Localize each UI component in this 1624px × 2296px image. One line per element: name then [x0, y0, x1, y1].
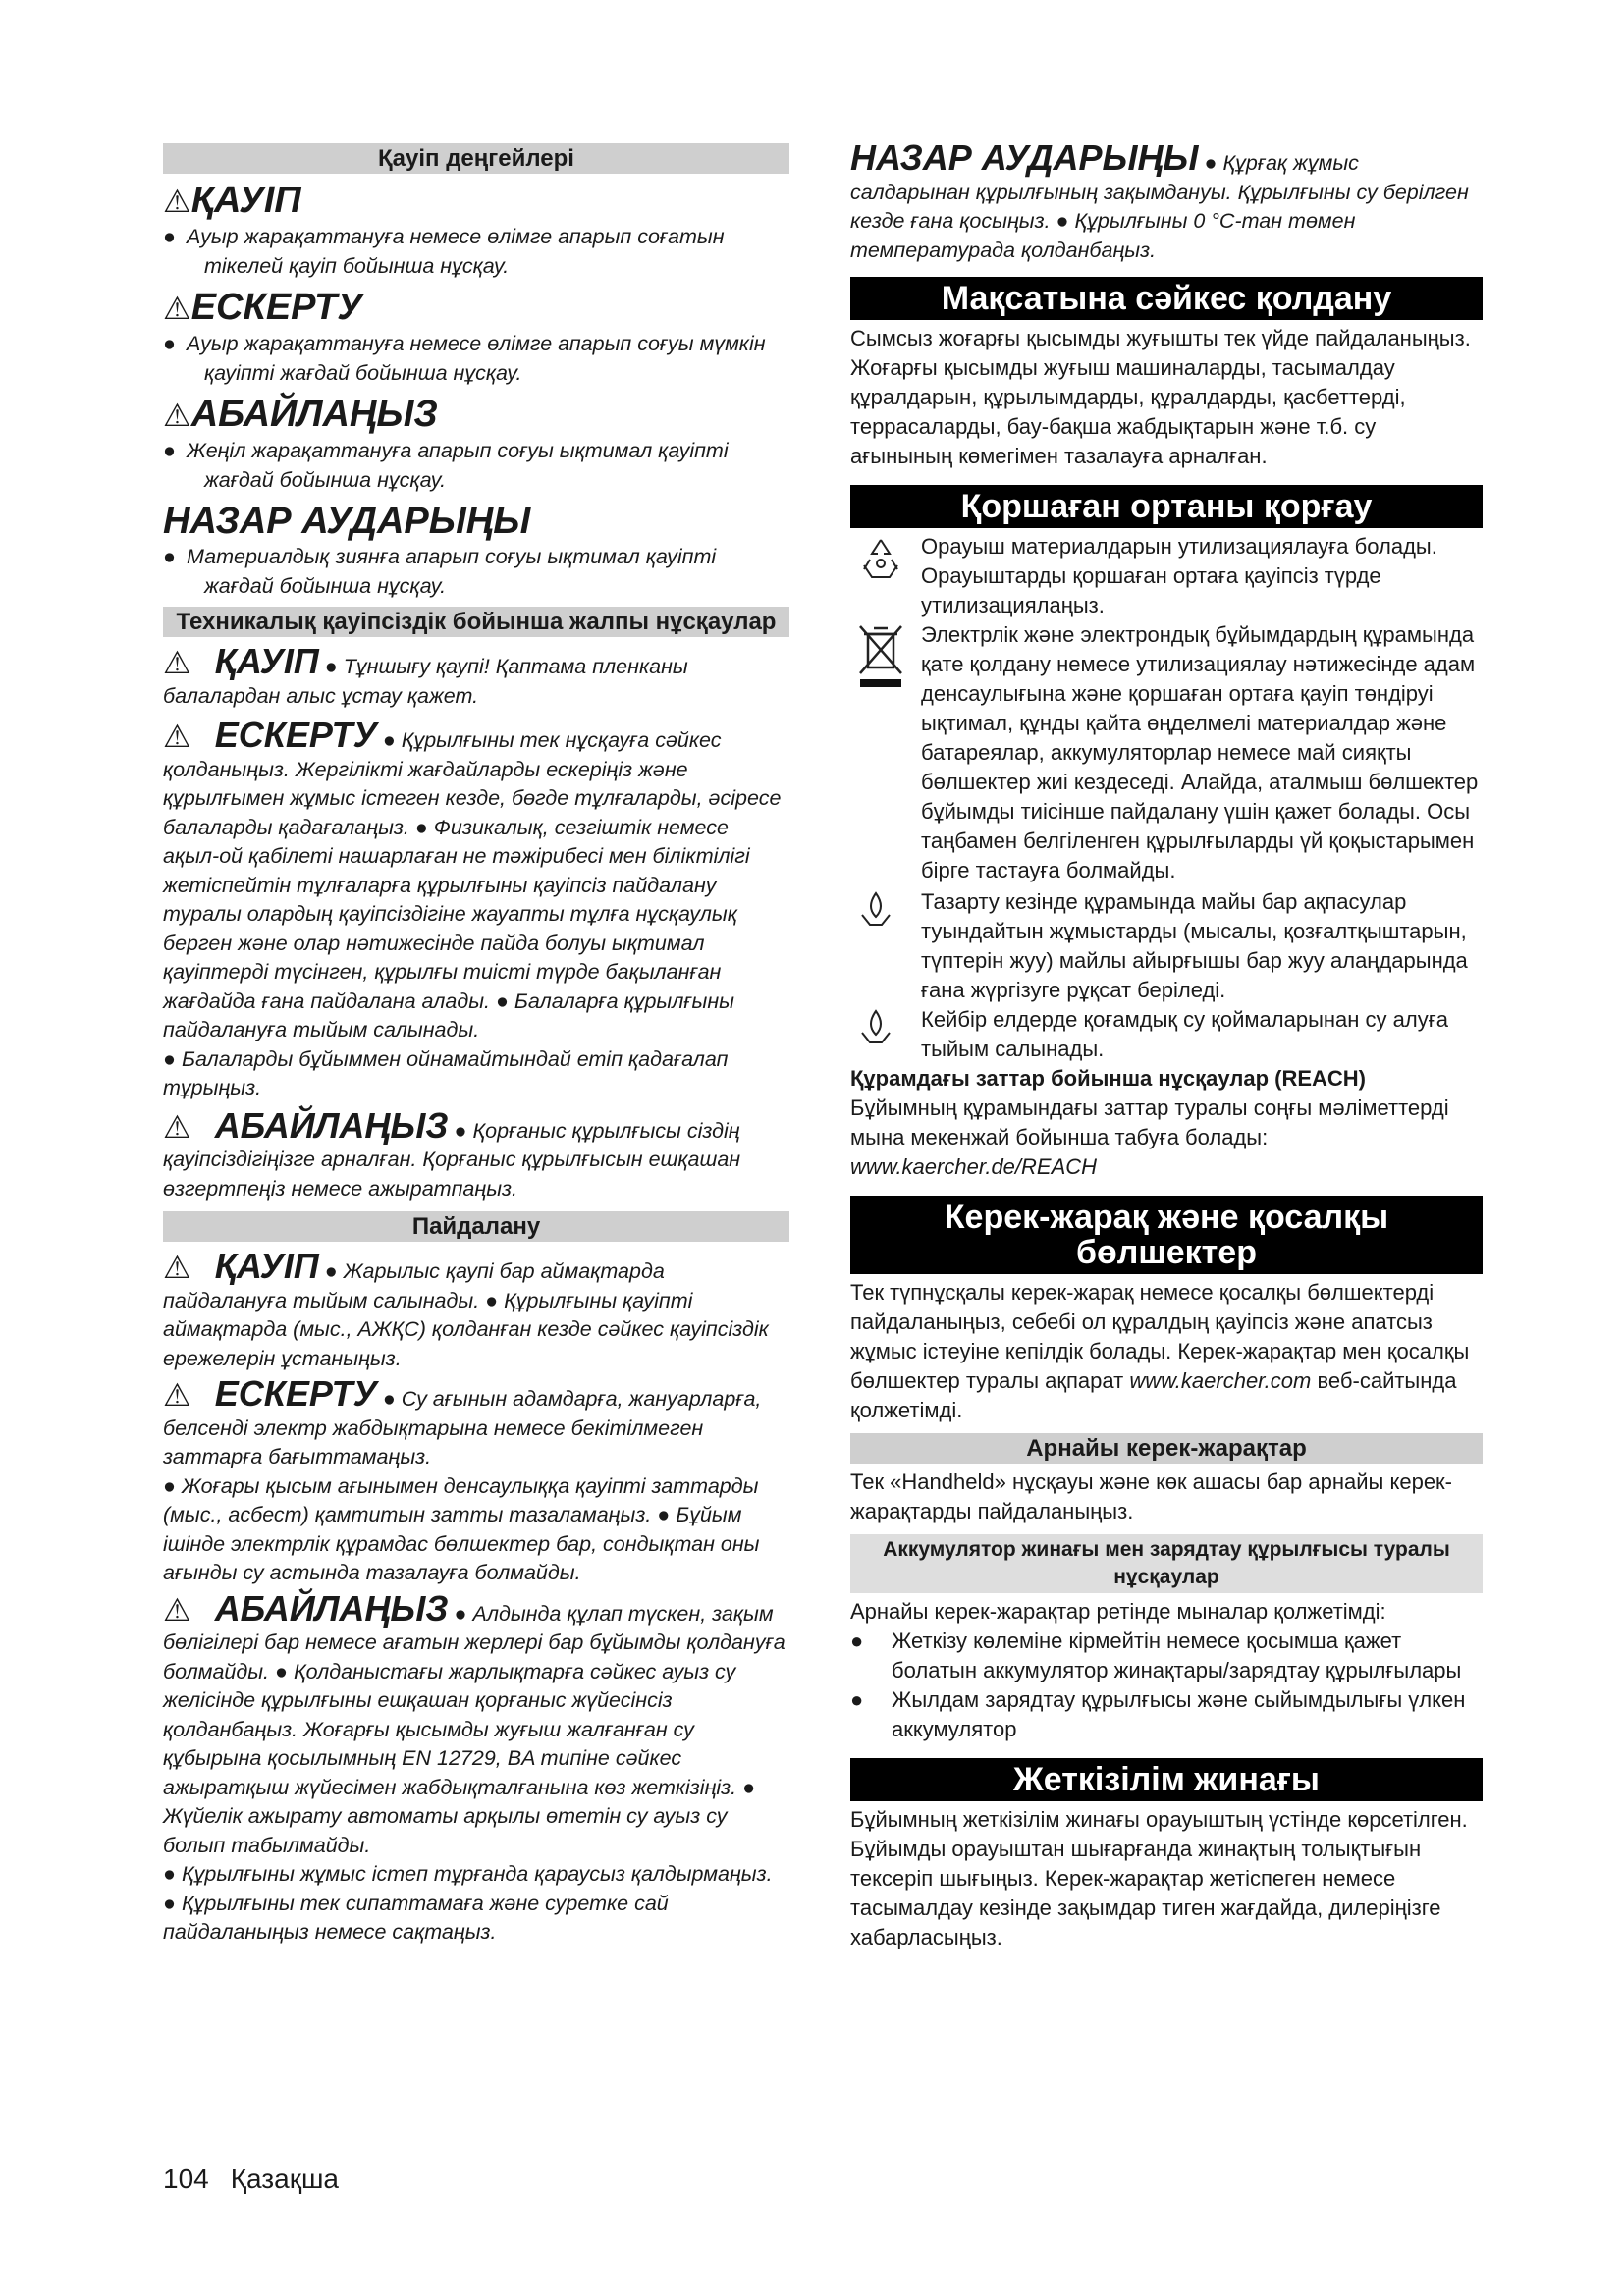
left-column — [163, 143, 789, 1948]
warning-triangle-icon: ⚠ — [163, 1591, 191, 1628]
section-header-hazard-levels: Қауіп деңгейлері — [163, 143, 789, 174]
environment-hint-icon — [856, 889, 895, 929]
reach-link[interactable]: www.kaercher.de/REACH — [850, 1154, 1098, 1179]
env-water-row: Кейбір елдерде қоғамдық су қоймаларынан су алуға тыйым салынады. — [850, 1005, 1483, 1064]
level-warning — [163, 287, 789, 329]
level-caution-text: ● Жеңіл жарақаттануға апарып соғуы ықтимал қауіпті жағдай бойынша нұсқау. — [163, 439, 729, 492]
warning-triangle-icon: ⚠ — [163, 184, 191, 219]
level-caution-title: АБАЙЛАҢЫЗ — [190, 394, 438, 435]
intended-use-p1: Сымсыз жоғарғы қысымды жуғышты тек үйде пайдаланыңыз. — [850, 326, 1471, 350]
section-header-general-safety: Техникалық қауіпсіздік бойынша жалпы нұсқаулар — [163, 607, 789, 637]
level-notice-text: ● Материалдық зиянға апарып соғуы ықтимал қауіпті жағдай бойынша нұсқау. — [163, 545, 717, 598]
reach-text: Бұйымның құрамындағы заттар туралы соңғы мәліметтерді мына мекенжай бойынша табуға болады: www.kaercher.de/REACH — [850, 1095, 1449, 1179]
safety-caution-paragraph: ⚠ АБАЙЛАҢЫЗ ● Қорғаныс құрылғысы сіздің қауіпсіздігіңізге арналған. Қорғаныс құрылғысын ешқашан өзгертпеңіз немесе ажыратпаңыз. — [163, 1104, 741, 1201]
right-column — [850, 137, 1483, 1952]
environment-hint-icon — [856, 1007, 895, 1046]
safety-warning-paragraph: ⚠ ЕСКЕРТУ ● Құрылғыны тек нұсқауға сәйкес қолданыңыз. Жергілікті жағдайларды ескеріңіз және құрылғымен жұмыс істеген кезде, бөгде тұлғаларды, әсіресе балаларды қадағалаңыз. ● Физикалық, сезгіштік немесе ақыл-ой қабілеті нашарлаған не тәжірибесі мен біліктілігі жетіспейтін тұлғаларға құрылғыны қауіпсіз пайдалану туралы олардың қауіпсіздігіне жауапты тұлға нұсқаулық берген және олар нәтижесінде пайда болуы ықтимал қауіптерді түсінген, құрылғы тиісті түрде бақыланған жағдайда ғана пайдалана алады. ● Балаларға құрылғыны пайдалануға тыйым салынады. — [163, 715, 782, 1041]
operation-warning-bullet: ● Жоғары қысым ағынымен денсаулыққа қауіпті заттарды (мыс., асбест) қамтитын затты тазаламаңыз. ● Бұйым ішінде электрлік құрамдас бөлшектер бар, сондықтан оны ағынды су астында тазалауға болмайды. — [163, 1473, 760, 1584]
level-warning-text: ● Ауыр жарақаттануға немесе өлімге апарып соғуы мүмкін қауіпті жағдай бойынша нұсқау. — [163, 332, 766, 385]
safety-danger-paragraph: ⚠ ҚАУІП ● Тұншығу қаупі! Қаптама пленканы балалардан алыс ұстау қажет. — [163, 641, 688, 708]
section-header-battery: Аккумулятор жинағы мен зарядтау құрылғысы туралы нұсқаулар — [850, 1534, 1483, 1593]
accessories-text: Тек түпнұсқалы керек-жарақ немесе қосалқы бөлшектерді пайдаланыңыз, себебі ол құралдың қауіпсіз және апатсыз жұмыс істеуіне кепілдік болады. Керек-жарақтар мен қосалқы бөлшектер туралы ақпарат www.kaercher.com веб-сайтында қолжетімді. — [850, 1280, 1470, 1422]
level-danger-text: ● Ауыр жарақаттануға немесе өлімге апарып соғатын тікелей қауіп бойынша нұсқау. — [163, 225, 725, 278]
section-header-environment: Қоршаған ортаны қорғау — [850, 485, 1483, 528]
warning-triangle-icon: ⚠ — [163, 1250, 191, 1285]
warning-triangle-icon: ⚠ — [163, 645, 191, 680]
list-item: ● Жеткізу көлеміне кірмейтін немесе қосымша қажет болатын аккумулятор жинақтары/зарядтау құрылғылары — [850, 1629, 1462, 1682]
level-notice-title: НАЗАР АУДАРЫҢЫ — [163, 501, 531, 542]
operation-caution-bullet: ● Құрылғыны жұмыс істеп тұрғанда қараусыз қалдырмаңыз. ● Құрылғыны тек сипаттамаға және суретке сай пайдаланыңыз немесе сақтаңыз. — [163, 1862, 773, 1944]
special-accessories-text: Тек «Handheld» нұсқауы және көк ашасы бар арнайы керек-жарақтарды пайдаланыңыз. — [850, 1469, 1453, 1523]
section-header-accessories: Керек-жарақ және қосалқы бөлшектер — [850, 1196, 1483, 1274]
section-header-operation: Пайдалану — [163, 1211, 789, 1242]
kaercher-link[interactable]: www.kaercher.com — [1129, 1368, 1312, 1393]
section-header-special-accessories: Арнайы керек-жарақтар — [850, 1433, 1483, 1464]
warning-triangle-icon: ⚠ — [163, 719, 191, 754]
page-number: 104 — [163, 2163, 209, 2194]
env-oil-row: Тазарту кезінде құрамында майы бар ақпасулар туындайтын жұмыстарды (мысалы, қозғалтқыштарын, түптерін жуу) майлы айырғышы бар жуу алаңдарында ғана жүргізуге рұқсат беріледі. — [850, 887, 1483, 1005]
level-warning-title: ЕСКЕРТУ — [190, 287, 363, 328]
level-danger — [163, 180, 789, 222]
warning-triangle-icon: ⚠ — [163, 1377, 191, 1413]
operation-danger-paragraph: ⚠ ҚАУІП ● Жарылыс қаупі бар аймақтарда пайдалануға тыйым салынады. ● Құрылғыны қауіпті аймақтарда (мыс., АЖҚС) қолданған кезде сәйкес қауіпсіздік ережелерін ұстаныңыз. — [163, 1246, 769, 1370]
page-footer — [163, 2163, 339, 2195]
level-caution — [163, 394, 789, 436]
page-language: Қазақша — [230, 2163, 339, 2194]
battery-text: Арнайы керек-жарақтар ретінде мыналар қолжетімді: — [850, 1599, 1386, 1624]
operation-caution-paragraph: ⚠ АБАЙЛАҢЫЗ ● Алдында құлап түскен, зақым бөлігілері бар немесе ағатын жерлері бар бұйымды қолдануға болмайды. ● Қолданыстағы жарлықтарға сәйкес ауыз су желісінде құрылғыны ешқашан қорғаныс жүйесінсіз қолданбаңыз. Жоғарғы қысымды жуғыш жалғанған су құбырына қосылымның EN 12729, BA типіне сәйкес ажыратқыш жүйесімен жабдықталғанына көз жеткізіңіз. ● Жүйелік ажырату автоматы арқылы өтетін су ауыз су болып табылмайды. — [163, 1587, 785, 1857]
env-recycling-row: Орауыш материалдарын утилизациялауға болады. Орауыштарды қоршаған ортаға қауіпсіз түрде утилизациялаңыз. — [850, 532, 1483, 620]
section-header-intended-use: Мақсатына сәйкес қолдану — [850, 277, 1483, 320]
level-notice — [163, 501, 789, 542]
warning-triangle-icon: ⚠ — [163, 291, 191, 326]
operation-warning-paragraph: ⚠ ЕСКЕРТУ ● Су ағынын адамдарға, жануарларға, белсенді электр жабдықтарына немесе бекітілмеген заттарға бағыттамаңыз. — [163, 1373, 762, 1468]
warning-triangle-icon: ⚠ — [163, 1108, 191, 1145]
warning-triangle-icon: ⚠ — [163, 398, 191, 433]
battery-list — [850, 1627, 1483, 1744]
section-header-scope-of-delivery: Жеткізілім жинағы — [850, 1758, 1483, 1801]
level-danger-title: ҚАУІП — [190, 180, 301, 221]
reach-title: Құрамдағы заттар бойынша нұсқаулар (REACH) — [850, 1066, 1366, 1091]
list-item: ● Жылдам зарядтау құрылғысы және сыйымдылығы үлкен аккумулятор — [850, 1687, 1466, 1741]
safety-warning-bullet: ● Балаларды бұйыммен ойнамайтындай етіп қадағалап тұрыңыз. — [163, 1046, 729, 1099]
intended-use-p2: Жоғарғы қысымды жуғыш машиналарды, тасымалдау құралдарын, құрылымдарды, құралдарды, қасбеттерді, террасаларды, бау-бақша жабдықтарын және т.б. су ағынының көмегімен тазалауға арналған. — [850, 355, 1406, 468]
recycling-icon — [856, 534, 905, 583]
delivery-text: Бұйымның жеткізілім жинағы орауыштың үстінде көрсетілген. Бұйымды орауыштан шығарғанда жинақтың толықтығын тексеріп шығыңыз. Керек-жарақтар жетіспеген немесе тасымалдау кезінде зақымдар тиген жағдайда, дилеріңізге хабарласыңыз. — [850, 1807, 1468, 1949]
env-weee-row: Электрлік және электрондық бұйымдардың құрамында қате қолдану немесе утилизациялау нәтижесінде адам денсаулығына және қоршаған ортаға қауіп төндіруі ықтимал, құнды қайта өңделмелі материалдар және батареялар, аккумуляторлар немесе май сияқты бөлшектер жиі кездеседі. Алайда, аталмыш бөлшектер бұйымды тиісінше пайдалану үшін қажет болады. Осы таңбамен белгіленген құрылғыларды үй қоқыстарымен бірге тастауға болмайды. — [850, 620, 1483, 885]
notice-paragraph: НАЗАР АУДАРЫҢЫ ● Құрғақ жұмыс салдарынан құрылғының зақымдануы. Құрылғыны су берілген кезде ғана қосыңыз. ● Құрылғыны 0 °C-тан төмен температурада қолданбаңыз. — [850, 137, 1469, 262]
crossed-bin-icon — [856, 622, 907, 689]
